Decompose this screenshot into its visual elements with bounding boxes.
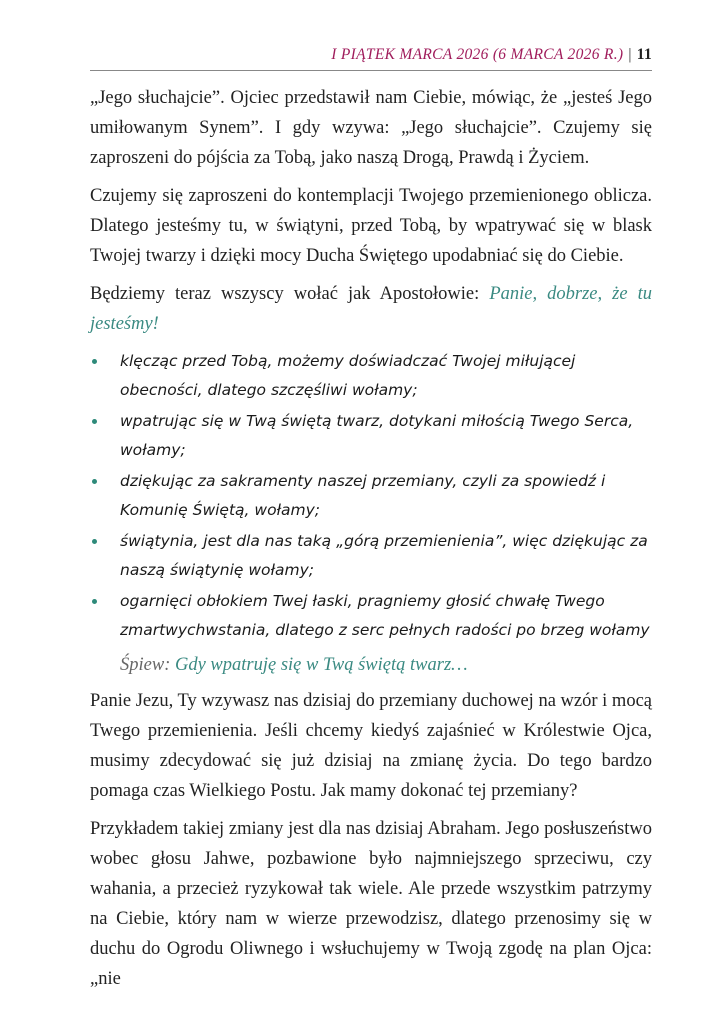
paragraph-5: Przykładem takiej zmiany jest dla nas dzisiaj Abraham. Jego posłuszeństwo wobec głosu Jahwe, pozbawione było najmniejszego sprzeciwu, czy wahania, a przecież ryzykował tak wiele. Ale przede wszystkim patrzymy na Ciebie, który nam w wierze przewodzisz, dlatego przenosimy się w duchu do Ogrodu Oliwnego i wsłuchujemy w Twoją zgodę na plan Ojca: „nie — [90, 819, 652, 989]
paragraph-3 — [90, 279, 652, 339]
invocation-list — [90, 347, 652, 644]
invocation-text: dziękując za sakramenty naszej przemiany, czyli za spowiedź i Komunię Świętą, wołamy; — [120, 472, 606, 519]
invocation-item — [90, 527, 652, 584]
paragraph-2: Czujemy się zaproszeni do kontemplacji Twojego przemienionego oblicza. Dlatego jesteśmy tu, w świątyni, przed Tobą, by wpatrywać się w blask Twojej twarzy i dzięki mocy Ducha Świętego upodabniać się do Ciebie. — [90, 186, 652, 266]
invocation-item — [90, 347, 652, 404]
paragraph-1: „Jego słuchajcie”. Ojciec przedstawił nam Ciebie, mówiąc, że „jesteś Jego umiłowanym Synem”. I gdy wzywa: „Jego słuchajcie”. Czujemy się zaproszeni do pójścia za Tobą, jako naszą Drogą, Prawdą i Życiem. — [90, 88, 652, 168]
bullet-icon — [92, 479, 97, 484]
response-intro: Będziemy teraz wszyscy wołać jak Apostołowie: — [90, 284, 490, 304]
page-body — [90, 83, 652, 1002]
page-number: 11 — [636, 46, 652, 63]
bullet-icon — [92, 599, 97, 604]
bullet-icon — [92, 539, 97, 544]
header-rule — [90, 70, 652, 71]
bullet-icon — [92, 359, 97, 364]
song-title: Gdy wpatruję się w Twą świętą twarz… — [174, 655, 468, 675]
header-separator: | — [628, 46, 632, 63]
running-header — [90, 46, 652, 68]
invocation-text: świątynia, jest dla nas taką „górą przemienienia”, więc dziękując za naszą świątynię wołamy; — [120, 532, 648, 579]
song-label: Śpiew: — [120, 655, 175, 675]
paragraph-4: Panie Jezu, Ty wzywasz nas dzisiaj do przemiany duchowej na wzór i mocą Twego przemienienia. Jeśli chcemy kiedyś zajaśnieć w Królestwie Ojca, musimy zdecydować się już dzisiaj na zmianę życia. Do tego bardzo pomaga czas Wielkiego Postu. Jak mamy dokonać tej przemiany? — [90, 691, 652, 801]
invocation-text: klęcząc przed Tobą, możemy doświadczać Twojej miłującej obecności, dlatego szczęśliwi wołamy; — [120, 352, 576, 399]
invocation-item — [90, 467, 652, 524]
invocation-text: wpatrując się w Twą świętą twarz, dotykani miłością Twego Serca, wołamy; — [120, 412, 634, 459]
invocation-item — [90, 587, 652, 644]
song-line — [120, 650, 652, 680]
response-text: Panie, dobrze, że tu jesteśmy! — [90, 284, 652, 334]
invocation-text: ogarnięci obłokiem Twej łaski, pragniemy głosić chwałę Twego zmartwychwstania, dlatego z serc pełnych radości po brzeg wołamy — [120, 592, 650, 639]
invocation-item — [90, 407, 652, 464]
bullet-icon — [92, 419, 97, 424]
running-title: I PIĄTEK MARCA 2026 (6 MARCA 2026 R.) — [331, 46, 624, 63]
